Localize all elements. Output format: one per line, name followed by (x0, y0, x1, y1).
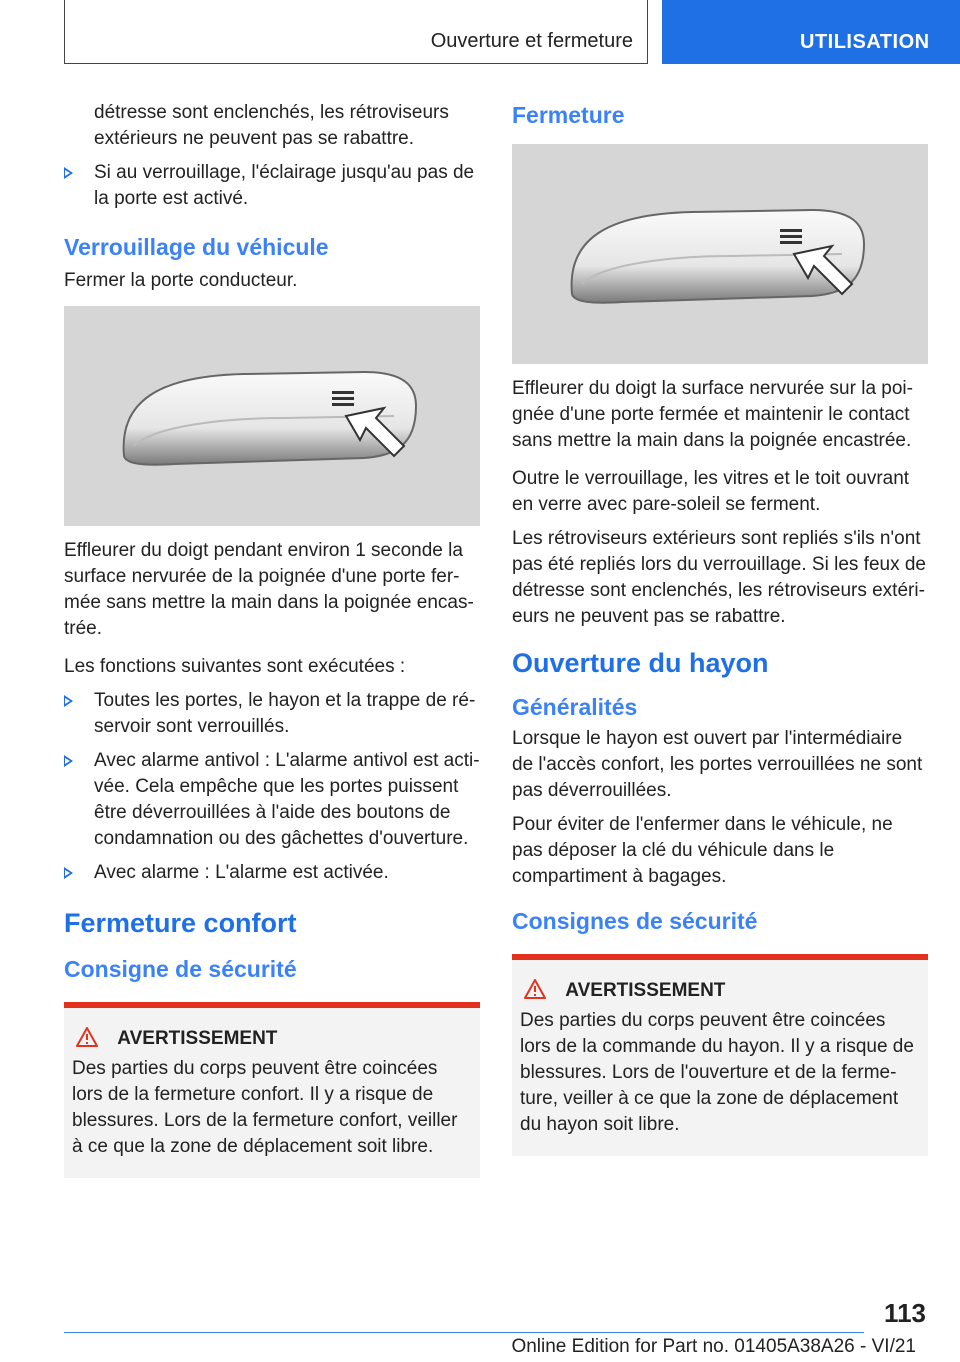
bullet-triangle-icon (64, 755, 73, 767)
list-item: Avec alarme : L'alarme est activée. (64, 860, 480, 886)
header-section-box (64, 0, 648, 64)
door-handle-photo (512, 144, 928, 364)
list-item: Si au verrouillage, l'éclairage jusqu'au pas de la porte est activé. (64, 160, 480, 212)
header-chapter-title: UTILISATION (800, 31, 930, 53)
left-column (64, 100, 480, 1178)
warning-triangle-icon (524, 979, 546, 999)
list-item: Avec alarme antivol : L'alarme antivol est acti‐vée. Cela empêche que les portes puissent être déverrouillées à l'aide des boutons de condamnation ou des gâchettes d'ouverture. (64, 748, 480, 852)
warning-title: AVERTISSEMENT (117, 1028, 278, 1049)
warning-box (64, 1002, 480, 1178)
page-number: 113 (884, 1298, 926, 1328)
paragraph-general-1: Lorsque le hayon est ouvert par l'intermédiaire de l'accès confort, les portes verrouillées ne sont pas déverrouillées. (512, 728, 923, 801)
paragraph-touch-and-hold: Effleurer du doigt la surface nervurée sur la poi‐gnée d'une porte fermée et maintenir le contact sans mettre la main dans la poignée encastrée. (512, 378, 913, 451)
door-handle-photo (64, 306, 480, 526)
header-section-title: Ouverture et fermeture (430, 30, 633, 52)
warning-triangle-icon (76, 1027, 98, 1047)
bullet-triangle-icon (64, 867, 73, 879)
warning-text: Des parties du corps peuvent être coincées lors de la commande du hayon. Il y a risque de blessures. Lors de l'ouverture et de la ferme‐ture, veiller à ce que la zone de déplacement du hayon soit libre. (520, 1010, 914, 1135)
footer-divider (64, 1332, 864, 1333)
heading-safety-notes: Consignes de sécurité (512, 908, 758, 934)
paragraph-mirrors: Les rétroviseurs extérieurs sont repliés s'ils n'ont pas été repliés lors du verrouillage. Si les feux de détresse sont enclenchés, les rétroviseurs extéri‐eurs ne peuvent pas se rabattre. (512, 528, 927, 627)
heading-comfort-closing: Fermeture confort (64, 908, 297, 938)
footer-edition: Online Edition for Part no. 01405A38A26 - VI/21 (511, 1336, 916, 1357)
warning-box (512, 954, 928, 1156)
heading-vehicle-locking: Verrouillage du véhicule (64, 234, 329, 260)
bullet-triangle-icon (64, 167, 73, 179)
right-column (512, 100, 928, 1156)
paragraph-general-2: Pour éviter de l'enfermer dans le véhicule, ne pas déposer la clé du véhicule dans le compartiment à bagages. (512, 814, 893, 887)
paragraph-close-door: Fermer la porte conducteur. (64, 270, 298, 291)
paragraph-touch-instruction: Effleurer du doigt pendant environ 1 seconde la surface nervurée de la poignée d'une porte fer‐mée sans mettre la main dans la poignée encas‐trée. (64, 540, 474, 639)
continued-bullet-text: détresse sont enclenchés, les rétroviseurs extérieurs ne peuvent pas se rabattre. (94, 102, 449, 149)
warning-title: AVERTISSEMENT (565, 980, 726, 1001)
heading-safety-note: Consigne de sécurité (64, 956, 297, 982)
list-item: Toutes les portes, le hayon et la trappe de ré‐servoir sont verrouillés. (64, 688, 480, 740)
paragraph-windows-close: Outre le verrouillage, les vitres et le toit ouvrant en verre avec pare-soleil se ferment. (512, 468, 910, 515)
bullet-triangle-icon (64, 695, 73, 707)
header-chapter-box (662, 0, 960, 64)
heading-general: Généralités (512, 694, 638, 720)
heading-closing: Fermeture (512, 102, 625, 128)
warning-text: Des parties du corps peuvent être coincées lors de la fermeture confort. Il y a risque de blessures. Lors de la fermeture confort, veiller à ce que la zone de déplacement soit libre. (72, 1058, 458, 1157)
paragraph-functions-intro: Les fonctions suivantes sont exécutées : (64, 656, 406, 677)
heading-tailgate-opening: Ouverture du hayon (512, 648, 769, 678)
